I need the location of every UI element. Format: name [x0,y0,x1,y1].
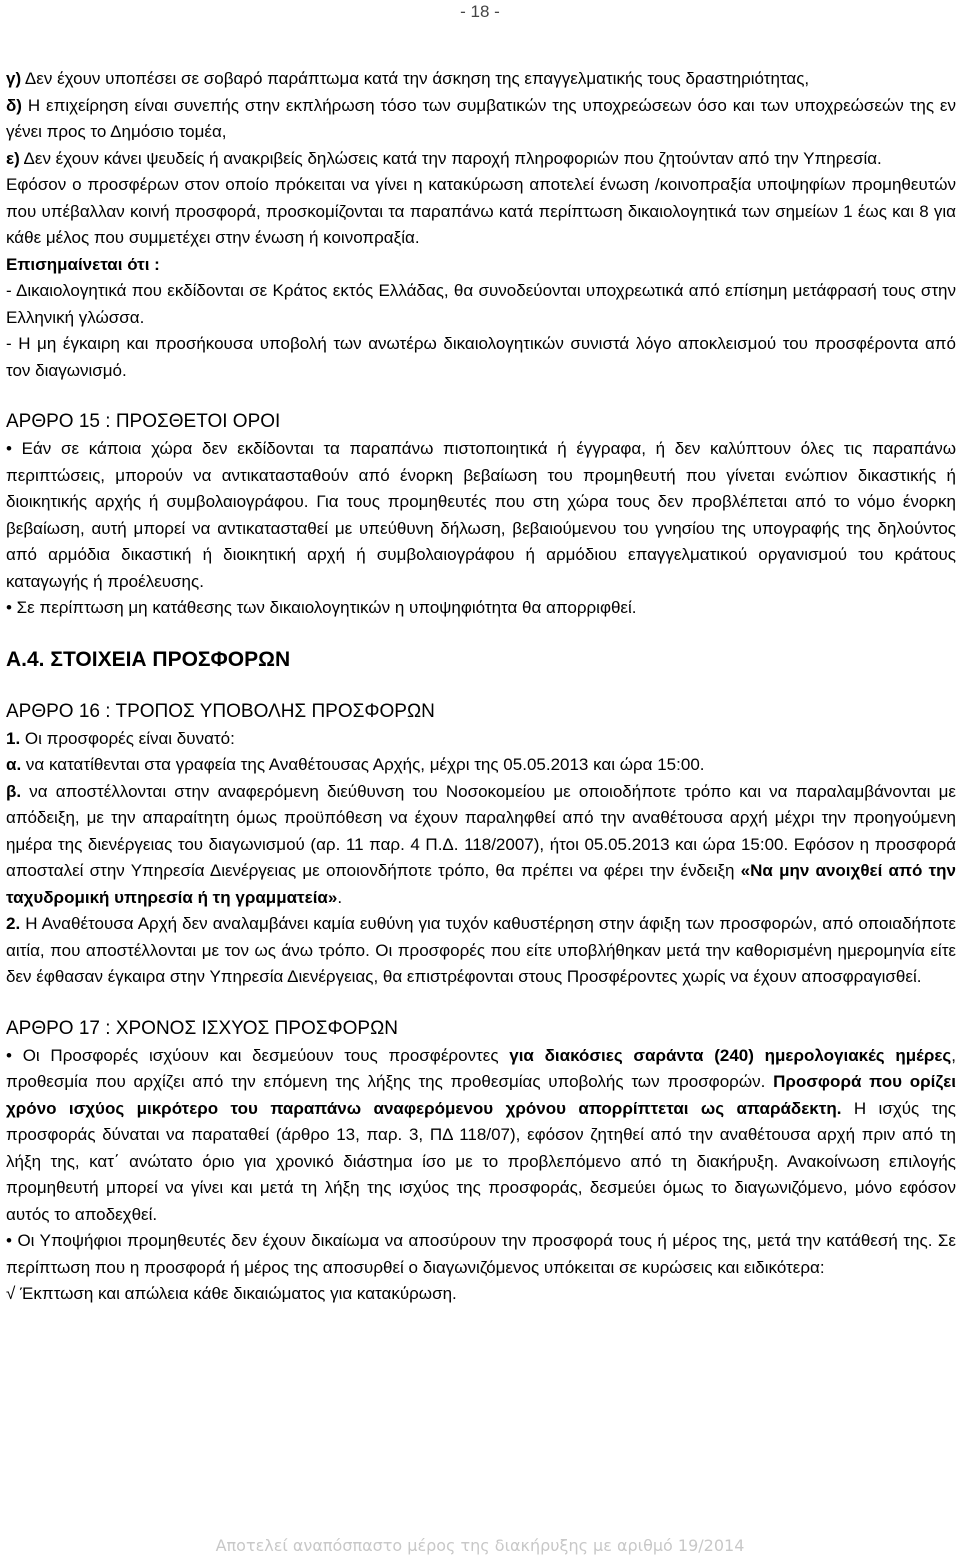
article-15-bullet-2: • Σε περίπτωση μη κατάθεσης των δικαιολογητικών η υποψηφιότητα θα απορριφθεί. [6,598,637,617]
clause-g-text: Δεν έχουν υποπέσει σε σοβαρό παράπτωμα κατά την άσκηση της επαγγελματικής τους δραστηριότητας, [21,69,810,88]
clause-d-text: Η επιχείρηση είναι συνεπής στην εκπλήρωση τόσο των συμβατικών της υποχρεώσεων όσο και των υποχρεώσεών της εν γένει προς το Δημόσιο τομέα, [6,95,956,141]
article-15-title: ΑΡΘΡΟ 15 : ΠΡΟΣΘΕΤΟΙ ΟΡΟΙ [6,411,281,432]
page-number: - 18 - [460,2,500,21]
item-2-text: Η Αναθέτουσα Αρχή δεν αναλαμβάνει καμία ευθύνη για τυχόν καθυστέρηση στην άφιξη των προσφορών, από οποιαδήποτε αιτία, που αποστέλλονται με τον ως άνω τρόπο. Οι προσφορές που είτε υποβλήθηκαν μετά την καθορισμένη ημερομηνία είτε δεν έφθασαν έγκαιρα στην Υπηρεσία Διενέργειας, θα επιστρέφονται στους Προσφέροντες χωρίς να έχουν αποσφραγισθεί. [6,914,956,986]
note-item-2: - Η μη έγκαιρη και προσήκουσα υποβολή των ανωτέρω δικαιολογητικών συνιστά λόγο αποκλεισμού του προσφέροντα από τον διαγωνισμό. [6,334,956,380]
article-16-item-a [6,752,956,779]
a17-p1-a: • Οι Προσφορές ισχύουν και δεσμεύουν τους προσφέροντες [6,1045,510,1065]
item-a-marker: α. [6,755,22,774]
article-15-bullet-1: • Εάν σε κάποια χώρα δεν εκδίδονται τα παραπάνω πιστοποιητικά ή έγγραφα, ή δεν καλύπτουν όλες τις παραπάνω περιπτώσεις, μπορούν να αντικατασταθούν από ένορκη βεβαίωση του προμηθευτή που γίνεται ενώπιον δικαστικής ή διοικητικής αρχής ή συμβολαιογράφου. Για τους προμηθευτές που στη χώρα τους δεν προβλέπεται από το νόμο ένορκη βεβαίωση, αυτή μπορεί να αντικατασταθεί με υπεύθυνη δήλωση, βεβαιούμενου του γνησίου της υπογραφής της δηλούντος από αρμόδια δικαστική ή διοικητική αρχή ή συμβολαιογράφου ή αρμόδιου επαγγελματικού οργανισμού του κράτους καταγωγής ή προέλευσης. [6,439,956,591]
page-footer: Αποτελεί αναπόσπαστο μέρος της διακήρυξης με αριθμό 19/2014 [215,1536,745,1555]
clause-e-marker: ε) [6,148,20,168]
section-a4-title: Α.4. ΣΤΟΙΧΕΙΑ ΠΡΟΣΦΟΡΩΝ [6,647,291,671]
article-16-item-2 [6,911,956,991]
item-a-text: να κατατίθενται στα γραφεία της Αναθέτουσας Αρχής, μέχρι της 05.05.2013 και ώρα 15:00. [21,755,705,774]
union-paragraph: Εφόσον ο προσφέρων στον οποίο πρόκειται να γίνει η κατακύρωση αποτελεί ένωση /κοινοπραξία υποψηφίων προμηθευτών που υπέβαλλαν κοινή προσφορά, προσκομίζονται τα παραπάνω κατά περίπτωση δικαιολογητικά των σημείων 1 έως και 8 για κάθε μέλος που συμμετέχει στην ένωση ή κοινοπραξία. [6,175,956,247]
article-17-title: ΑΡΘΡΟ 17 : ΧΡΟΝΟΣ ΙΣΧΥΟΣ ΠΡΟΣΦΟΡΩΝ [6,1017,399,1039]
clause-e [6,146,956,173]
clause-g-marker: γ) [6,69,22,88]
item-b-text: να αποστέλλονται στην αναφερόμενη διεύθυνση του Νοσοκομείου με οποιοδήποτε τρόπο και να παραλαμβάνονται με απόδειξη, με την απαραίτητη όμως προϋπόθεση να έχουν παραληφθεί από την αναθέτουσα αρχή μέχρι την προηγούμενη ημέρα της διενέργειας του διαγωνισμού (αρ. 11 παρ. 4 Π.Δ. 118/2007), ήτοι 05.05.2013 και ώρα 15:00. Εφόσον η προσφορά αποσταλεί στην Υπηρεσία Διενέργειας με οποιονδήποτε τρόπο, θα πρέπει να φέρει την ένδειξη [6,781,956,880]
article-16-item-b [6,779,956,912]
item-b-end: . [337,887,343,907]
a17-p1-c: Η ισχύς της προσφοράς δύναται να παραταθεί (άρθρο 13, παρ. 3, ΠΔ 118/07), εφόσον ζητηθεί από την αναθέτουσα αρχή πριν από τη λήξη της, κατ΄ ανώτατο όριο για χρονικό διάστημα ίσο με το προβλεπόμενο από τη διακήρυξη. Ανακοίνωση επιλογής προμηθευτή μπορεί να γίνει και μετά τη λήξη της ισχύος της προσφοράς, δεσμεύει όμως το διαγωνιζόμενο, μόνο εφόσον αυτός το αποδεχθεί. [6,1098,956,1224]
item-b-marker: β. [6,781,22,801]
item-1-text: Οι προσφορές είναι δυνατό: [20,728,235,748]
article-16-item-1 [6,726,956,753]
note-item-1: - Δικαιολογητικά που εκδίδονται σε Κράτος εκτός Ελλάδας, θα συνοδεύονται υποχρεωτικά από επίσημη μετάφρασή τους στην Ελληνική γλώσσα. [6,281,956,327]
a17-p1-bold1: για διακόσιες σαράντα (240) ημερολογιακές ημέρες [509,1045,952,1065]
a17-p1-bold2: Προσφορά που ορίζει χρόνο ισχύος μικρότερο του παραπάνω αναφερόμενου χρόνου απορρίπτεται ως απαράδεκτη. [6,1072,956,1118]
article-17-bullet-2: • Οι Υποψήφιοι προμηθευτές δεν έχουν δικαίωμα να αποσύρουν την προσφορά τους ή μέρος της, μετά την κατάθεσή της. Σε περίπτωση που η προσφορά ή μέρος της αποσυρθεί ο διαγωνιζόμενος υπόκειται σε κυρώσεις και ειδικότερα: [6,1231,956,1277]
item-1-marker: 1. [6,728,21,748]
article-17-bullet-1 [6,1043,956,1229]
clause-d-marker: δ) [6,95,22,115]
a17-p1-b: , προθεσμία που αρχίζει από την επόμενη της λήξης της προθεσμίας υποβολής των προσφορών. [6,1045,956,1091]
item-b-bold: «Να μην ανοιχθεί από την ταχυδρομική υπηρεσία ή τη γραμματεία» [6,861,956,907]
article-17-check-item: √ Έκπτωση και απώλεια κάθε δικαιώματος για κατακύρωση. [6,1284,457,1303]
item-2-marker: 2. [6,914,21,933]
note-title-text: Επισημαίνεται ότι : [6,254,160,274]
note-title [6,252,956,279]
article-16-title: ΑΡΘΡΟ 16 : ΤΡΟΠΟΣ ΥΠΟΒΟΛΗΣ ΠΡΟΣΦΟΡΩΝ [6,700,435,722]
document-body [6,66,956,1308]
clause-d [6,93,956,146]
clause-e-text: Δεν έχουν κάνει ψευδείς ή ανακριβείς δηλώσεις κατά την παροχή πληροφοριών που ζητούνταν από την Υπηρεσία. [19,148,882,168]
clause-g [6,66,956,93]
